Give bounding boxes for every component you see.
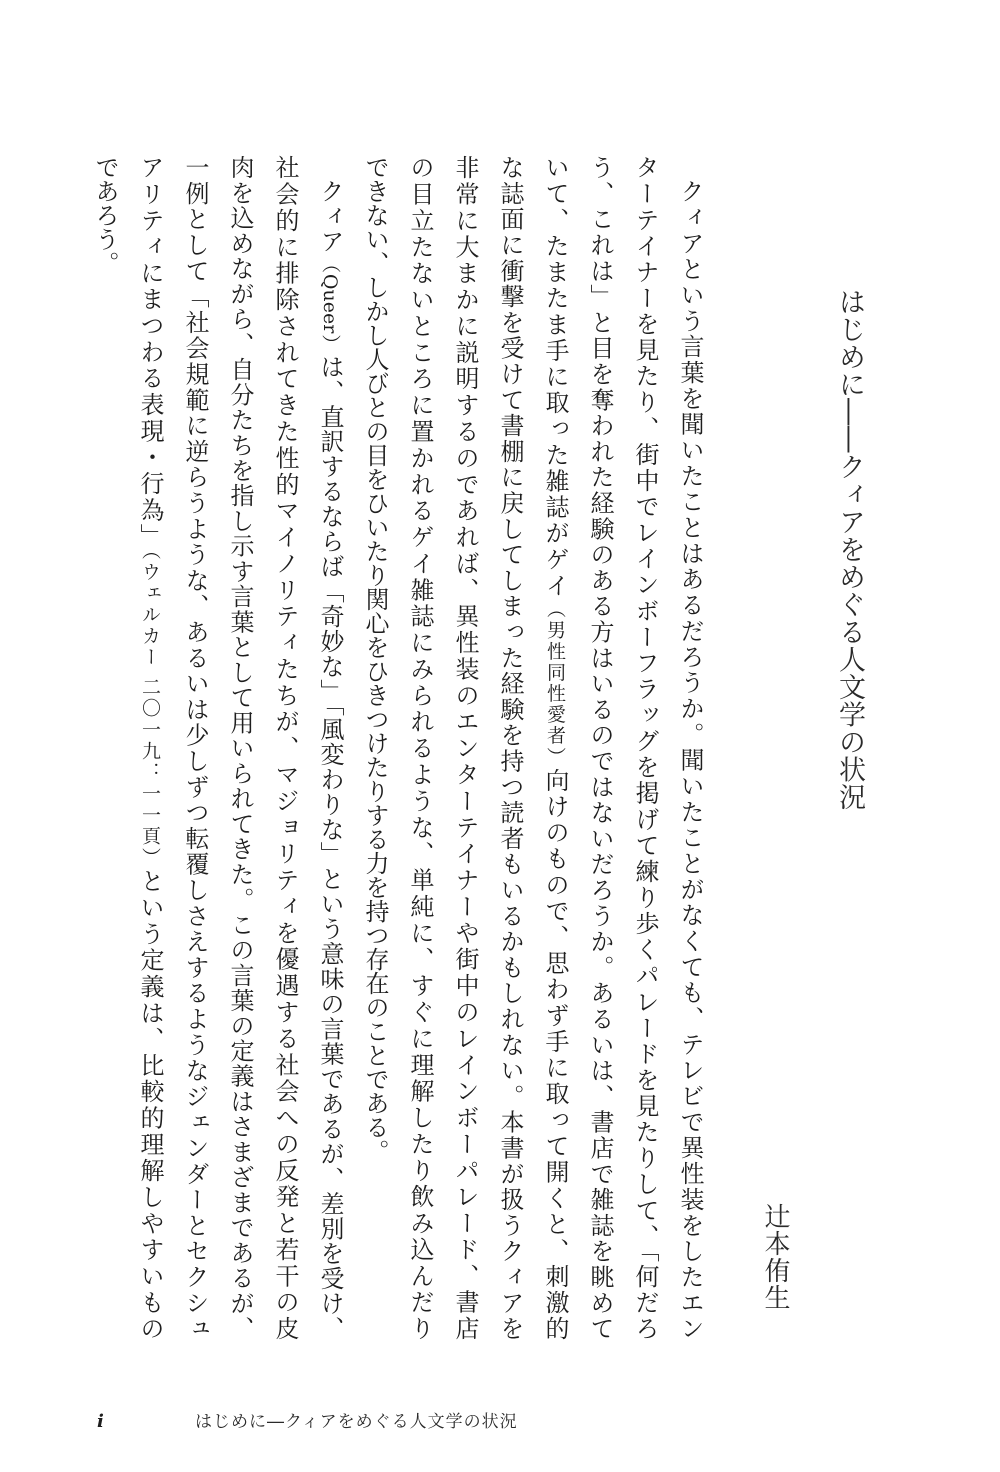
body-line: な誌面に衝撃を受けて書棚に戻してしまった経験を持つ読者もいるかもしれない。本書が扱うクィアを	[496, 155, 524, 1340]
body-line-text: 向けのもので、思わず手に取って開くと、刺激的	[541, 767, 569, 1341]
body-line: 一例として「社会規範に逆らうような、あるいは少しずつ転覆しさえするようなジェンダーとセクシュ	[181, 155, 209, 1340]
body-line-text: という定義は、比較的理解しやすいもの	[136, 868, 164, 1341]
body-line: であろう。	[91, 155, 119, 275]
body-line: の目立たないところに置かれるゲイ雑誌にみられるような、単純に、すぐに理解したり飲み込んだり	[406, 155, 434, 1340]
body-line: できない、しかし人びとの目をひいたり関心をひきつけたりする力を持つ存在のことである。	[361, 155, 389, 1163]
body-line: 社会的に排除されてきた性的マイノリティたちが、マジョリティを優遇する社会への反発と若干の皮	[271, 155, 299, 1340]
page-number: i	[97, 1411, 104, 1432]
author-name: 辻本侑生	[760, 1203, 790, 1311]
body-line: う、これは」と目を奪われた経験のある方はいるのではないだろうか。あるいは、書店で雑誌を眺めて	[586, 155, 614, 1340]
running-header: はじめに―クィアをめぐる人文学の状況	[195, 1412, 518, 1432]
body-line: ターテイナーを見たり、街中でレインボーフラッグを掲げて練り歩くパレードを見たりして、「何だろ	[631, 155, 659, 1340]
body-line	[127, 155, 172, 1340]
body-text	[82, 155, 712, 1340]
body-line-text: クィア	[316, 179, 344, 254]
body-line: 非常に大まかに説明するのであれば、異性装のエンターテイナーや街中のレインボーパレード、書店	[451, 155, 479, 1340]
body-line-text: アリティにまつわる表現・行為」	[136, 155, 164, 550]
parenthetical-note: （Queer）	[319, 253, 341, 355]
citation-note: （ウェルカー 二〇一九：一一頁）	[139, 549, 161, 869]
body-line	[307, 155, 352, 1340]
body-line: クィアという言葉を聞いたことはあるだろうか。聞いたことがなくても、テレビで異性装をしたエン	[676, 179, 704, 1340]
parenthetical-note: （男性同性愛者）	[544, 598, 566, 768]
body-line-text: は、直訳するならば「奇妙な」「風変わりな」という意味の言葉であるが、差別を受け、	[316, 354, 344, 1341]
chapter-title: はじめに――クィアをめぐる人文学の状況	[834, 288, 865, 811]
body-line-text: いて、たまたま手に取った雑誌がゲイ	[541, 155, 569, 599]
body-line: 肉を込めながら、自分たちを指し示す言葉として用いられてきた。この言葉の定義はさまざまであるが、	[226, 155, 254, 1341]
body-line	[532, 155, 577, 1340]
